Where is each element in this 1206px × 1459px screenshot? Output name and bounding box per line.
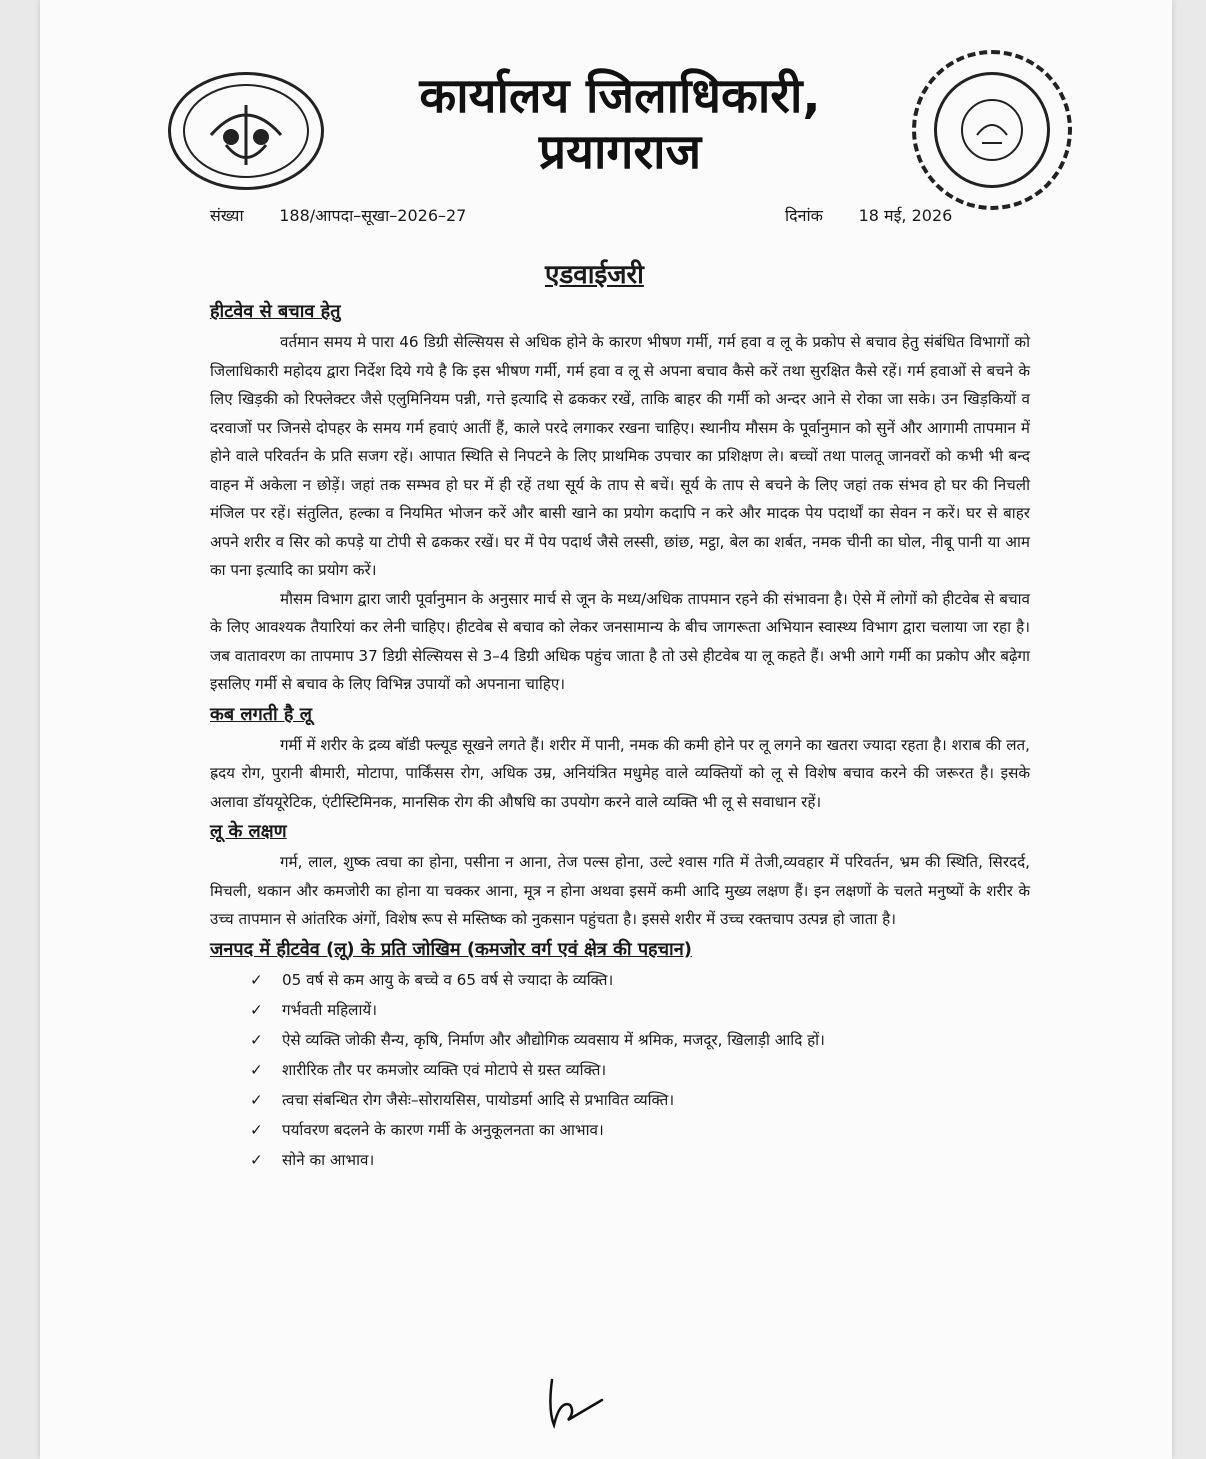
check-icon: ✓ [250,970,263,989]
reference-number [210,204,466,226]
section-heading-symptoms: लू के लक्षण [210,821,287,842]
reference-date [785,204,952,226]
list-item [250,966,1030,994]
advisory-title: एडवाईजरी [545,260,644,290]
risk-item-text: सोने का आभाव। [282,1150,375,1169]
up-government-emblem [168,72,324,190]
check-icon: ✓ [250,1150,263,1169]
list-item [250,1146,1030,1174]
section-heading-when-heatstroke: कब लगती है लू [210,703,312,725]
risk-item-text: ऐसे व्यक्ति जोकी सैन्य, कृषि, निर्माण और औद्योगिक व्यवसाय में श्रमिक, मजदूर, खिलाड़ी आदि हों। [282,1030,825,1049]
ddma-emblem [912,50,1072,210]
section-paragraph: वर्तमान समय मे पारा 46 डिग्री सेल्सियस से अधिक होने के कारण भीषण गर्मी, गर्म हवा व लू के प्रकोप से बचाव हेतु संबंधित विभागों को जिलाधिकारी महोदय द्वारा निर्देश दिये गये है कि इस भीषण गर्मी, गर्म हवा व लू से अपना बचाव कैसे करें तथा सुरक्षित कैसे रहें। गर्म हवाओं से बचने के लिए खिड़की को रिफ्लेक्टर जैसे एलुमिनियम पन्नी, गत्ते इत्यादि से ढककर रखें, ताकि बाहर की गर्मी को अन्दर आने से रोका जा सके। उन खिड़कियों व दरवाजों पर जिनसे दोपहर के समय गर्म हवाएं आतीं हैं, काले परदे लगाकर रखना चाहिए। स्थानीय मौसम के पूर्वानुमान को सुनें और आगामी तापमान में होने वाले परिवर्तन के प्रति सजग रहें। आपात स्थिति से निपटने के लिए प्राथमिक उपचार का प्रशिक्षण ले। बच्चों तथा पालतू जानवरों को कभी भी बन्द वाहन में अकेला न छोड़ें। जहां तक सम्भव हो घर में ही रहें तथा सूर्य के ताप से बचें। सूर्य के ताप से बचने के लिए जहां तक संभव हो घर की निचली मंजिल पर रहें। संतुलित, हल्का व नियमित भोजन करें और बासी खाने का प्रयोग कदापि न करे और मादक पेय पदार्थों का सेवन न करें। घर से बाहर अपने शरीर व सिर को कपड़े या टोपी से ढककर रखें। घर में पेय पदार्थ जैसे लस्सी, छांछ, मट्ठा, बेल का शर्बत, नमक चीनी का घोल, नीबू पानी या आम का पना इत्यादि का प्रयोग करें। [210,333,1031,579]
reference-date-value: 18 मई, 2026 [858,206,953,225]
section-paragraph: मौसम विभाग द्वारा जारी पूर्वानुमान के अनुसार मार्च से जून के मध्य/अधिक तापमान रहने की संभावना है। ऐसे में लोगों को हीटवेब से बचाव के लिए आवश्यक तैयारियां कर लेनी चाहिए। हीटवेब से बचाव को लेकर जनसामान्य के बीच जागरूता अभियान स्वास्थ्य विभाग द्वारा चलाया जा रहा है। जब वातावरण का तापमाप 37 डिग्री सेल्सियस से 3–4 डिग्री अधिक पहुंच जाता है तो उसे हीटवेब या लू कहते हैं। अभी आगे गर्मी का प्रकोप और बढ़ेगा इसलिए गर्मी से बचाव के लिए विभिन्न उपायों को अपनाना चाहिए। [210,589,1030,693]
ddma-emblem-inner [934,72,1050,188]
signature-mark [540,1370,610,1434]
check-icon: ✓ [250,1090,263,1109]
list-item [250,1026,1030,1054]
document-page [40,0,1172,1459]
list-item [250,1086,1030,1114]
document-body [210,296,1030,1176]
list-item [250,1116,1030,1144]
risk-item-text: पर्यावरण बदलने के कारण गर्मी के अनुकूलनता का आभाव। [282,1120,604,1139]
list-item [250,1056,1030,1084]
office-title: कार्यालय जिलाधिकारी, प्रयागराज [419,68,821,180]
section-paragraph: गर्मी में शरीर के द्रव्य बॉडी फ्ल्यूड सूखने लगते हैं। शरीर में पानी, नमक की कमी होने पर लू लगने का खतरा ज्यादा रहता है। शराब की लत, ह्रदय रोग, पुरानी बीमारी, मोटापा, पार्किंसस रोग, अधिक उम्र, अनियंत्रित मधुमेह वाले व्यक्तियों को लू से विशेष बचाव करने की जरूरत है। इसके अलावा डॉययूरेटिक, एंटीस्टिमिनक, मानसिक रोग की औषधि का उपयोग करने वाले व्यक्ति भी लू से सवाधान रहें। [210,735,1031,811]
reference-number-value: 188/आपदा–सूखा–2026–27 [279,206,467,225]
section-heading-risk-groups: जनपद में हीटवेव (लू) के प्रति जोखिम (कमजोर वर्ग एवं क्षेत्र की पहचान) [210,938,692,960]
section-paragraph: गर्म, लाल, शुष्क त्वचा का होना, पसीना न आना, तेज पल्स होना, उल्टे श्वास गति में तेजी,व्यवहार में परिवर्तन, भ्रम की स्थिति, सिरदर्द, मिचली, थकान और कमजोरी का होना या चक्कर आना, मूत्र न होना अथवा इसमें कमी आदि मुख्य लक्षण हैं। इन लक्षणों के चलते मनुष्यों के शरीर के उच्च तापमान से आंतरिक अंगों, विशेष रूप से मस्तिष्क को नुकसान पहुंचता है। इससे शरीर में उच्च रक्तचाप उत्पन्न हो जाता है। [210,853,1030,928]
risk-item-text: त्वचा संबन्धित रोग जैसेः–सोरायसिस, पायोडर्मा आदि से प्रभावित व्यक्ति। [282,1090,675,1109]
check-icon: ✓ [250,1060,263,1079]
risk-item-text: गर्भवती महिलायें। [282,1000,377,1019]
reference-number-label: संख्या [210,206,244,225]
risk-item-text: 05 वर्ष से कम आयु के बच्चे व 65 वर्ष से ज्यादा के व्यक्ति। [282,970,614,989]
list-item [250,996,1030,1024]
reference-date-label: दिनांक [785,206,823,225]
check-icon: ✓ [250,1120,263,1139]
risk-list [210,966,1030,1174]
risk-item-text: शारीरिक तौर पर कमजोर व्यक्ति एवं मोटापे से ग्रस्त व्यक्ति। [282,1060,607,1079]
check-icon: ✓ [250,1000,263,1019]
section-heading-heatwave: हीटवेव से बचाव हेतु [210,301,341,322]
check-icon: ✓ [250,1030,263,1049]
